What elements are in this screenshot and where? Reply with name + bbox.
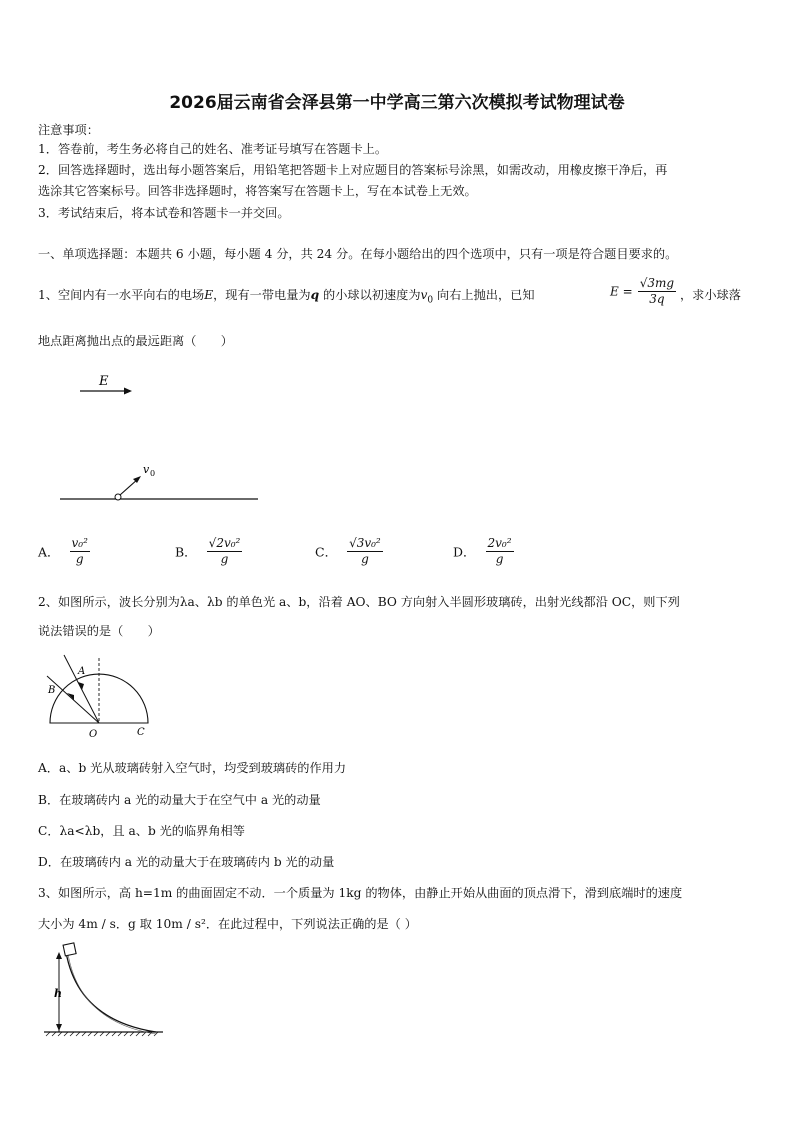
q1-option-a-denominator: g — [75, 552, 84, 566]
q2-option-d[interactable]: D．在玻璃砖内 a 光的动量大于在玻璃砖内 b 光的动量 — [38, 855, 335, 869]
label-A: A — [78, 666, 86, 677]
q1-option-b-denominator: g — [220, 552, 229, 566]
q1-formula-lhs: E = — [610, 284, 633, 299]
notice-item-1: 1．答卷前，考生务必将自己的姓名、准考证号填写在答题卡上。 — [38, 142, 388, 156]
q3-line-1: 3、如图所示，高 h=1m 的曲面固定不动．一个质量为 1kg 的物体，由静止开始从曲面的顶点滑下，滑到底端时的速度 — [38, 886, 683, 900]
q1-option-d-letter: D． — [453, 544, 476, 560]
q1-symbol-v0-sub: 0 — [427, 295, 434, 306]
q1-text-c: 的小球以初速度为 — [319, 288, 421, 302]
curved-surface-shadow — [68, 954, 156, 1034]
block — [63, 943, 76, 956]
q1-option-a-fraction — [70, 536, 90, 567]
section-heading: 一、单项选择题：本题共 6 小题，每小题 4 分，共 24 分。在每小题给出的四个选项中，只有一项是符合题目要求的。 — [38, 247, 678, 261]
q3-line-2: 大小为 4m / s．g 取 10m / s²．在此过程中，下列说法正确的是（ ） — [38, 917, 417, 931]
q1-option-b-numerator: √2v₀² — [208, 536, 241, 550]
q1-formula-numerator: √3mg — [639, 276, 675, 290]
q1-option-c-numerator: √3v₀² — [349, 536, 381, 550]
q1-option-a[interactable] — [38, 536, 90, 567]
q1-option-c-letter: C． — [315, 544, 338, 560]
q1-option-c-denominator: g — [361, 552, 369, 566]
q1-option-c-fraction — [347, 536, 383, 567]
q1-option-d-numerator: 2v₀² — [487, 536, 512, 550]
q3-figure — [38, 940, 168, 1042]
q1-formula-denominator: 3q — [649, 292, 665, 306]
q1-symbol-E: E — [204, 288, 214, 302]
q1-symbol-q: q — [310, 288, 320, 302]
label-C: C — [137, 727, 145, 738]
q1-option-b-fraction — [207, 536, 243, 567]
field-label-E: E — [99, 374, 109, 389]
curved-surface — [66, 952, 156, 1032]
q1-option-b[interactable] — [175, 536, 242, 567]
notice-heading: 注意事项： — [38, 123, 99, 137]
q2-option-b[interactable]: B．在玻璃砖内 a 光的动量大于在空气中 a 光的动量 — [38, 793, 321, 807]
q1-option-d-fraction — [486, 536, 514, 567]
velocity-label-v: v — [143, 463, 150, 476]
q1-text-d: 向右上抛出，已知 — [433, 288, 535, 302]
velocity-arrow-line — [120, 479, 138, 495]
q1-option-c[interactable] — [315, 536, 383, 567]
q1-formula — [610, 276, 676, 307]
q2-figure — [40, 650, 170, 742]
page-title: 2026届云南省会泽县第一中学高三第六次模拟考试物理试卷 — [169, 93, 625, 113]
q2-option-c[interactable]: C．λa<λb，且 a、b 光的临界角相等 — [38, 824, 245, 838]
height-arrow-up — [56, 952, 62, 959]
q1-figure — [50, 368, 270, 508]
q1-line-2: 地点距离抛出点的最远距离（ ） — [38, 334, 233, 348]
height-label-h: h — [54, 987, 62, 1000]
ray-BO — [47, 676, 99, 723]
notice-item-3: 3．考试结束后，将本试卷和答题卡一并交回。 — [38, 206, 290, 220]
notice-item-2-cont: 选涂其它答案标号。回答非选择题时，将答案写在答题卡上，写在本试卷上无效。 — [38, 184, 477, 198]
q1-option-d[interactable] — [453, 536, 514, 567]
q1-option-a-letter: A． — [38, 544, 60, 560]
velocity-label-sub: 0 — [150, 469, 156, 478]
label-B: B — [48, 685, 56, 696]
q1-text-a: 1、空间内有一水平向右的电场 — [38, 288, 205, 302]
q1-symbol-v0: v — [420, 288, 428, 302]
q2-line-1: 2、如图所示，波长分别为λa、λb 的单色光 a、b，沿着 AO、BO 方向射入半圆形玻璃砖，出射光线都沿 OC，则下列 — [38, 595, 680, 609]
q1-line-1 — [38, 287, 535, 308]
height-arrow-down — [56, 1024, 62, 1031]
q1-formula-fraction — [638, 276, 676, 307]
q1-text-b: ，现有一带电量为 — [213, 288, 311, 302]
q1-option-a-numerator: v₀² — [71, 536, 88, 550]
q2-option-a[interactable]: A．a、b 光从玻璃砖射入空气时，均受到玻璃砖的作用力 — [38, 761, 347, 775]
q1-text-e: ，求小球落 — [680, 288, 741, 302]
label-O: O — [89, 729, 98, 740]
q1-option-b-letter: B． — [175, 544, 197, 560]
field-arrow-head — [124, 388, 132, 395]
q2-line-2: 说法错误的是（ ） — [38, 624, 160, 638]
q1-option-d-denominator: g — [495, 552, 504, 566]
notice-item-2: 2．回答选择题时，选出每小题答案后，用铅笔把答题卡上对应题目的答案标号涂黑，如需改动，用橡皮擦干净后，再 — [38, 163, 668, 177]
